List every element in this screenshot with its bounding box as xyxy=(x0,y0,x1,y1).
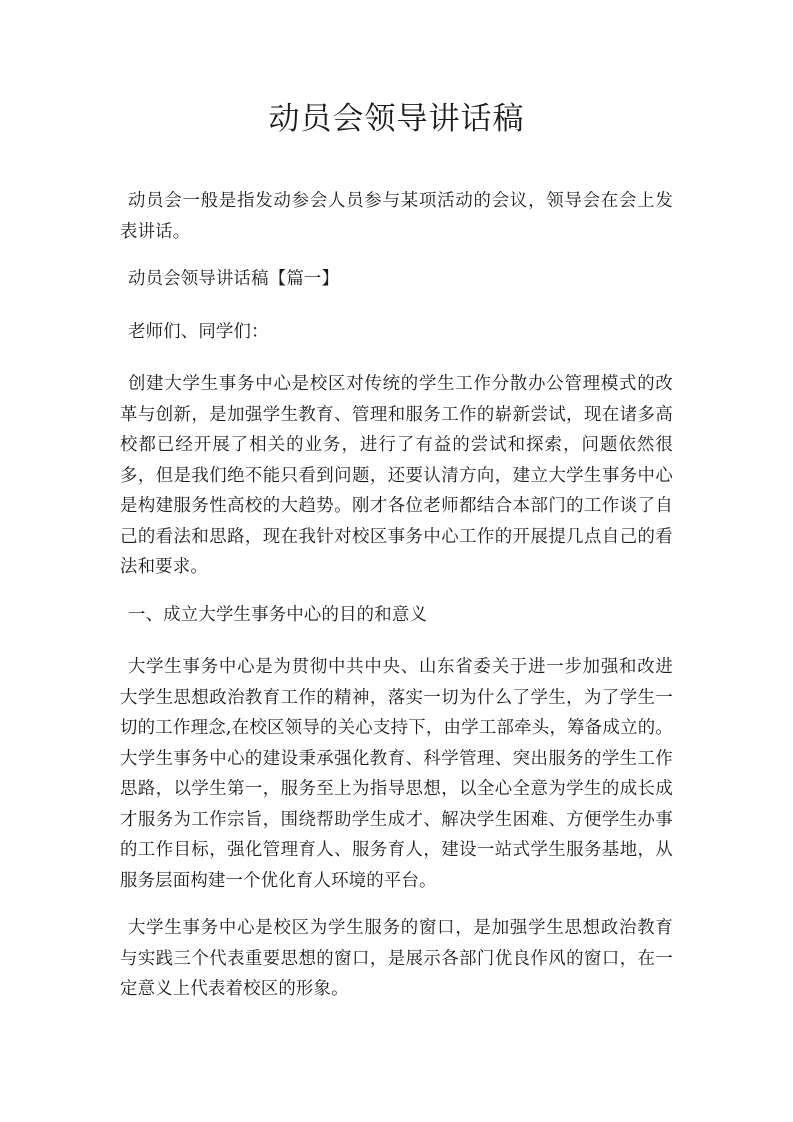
intro-paragraph: 动员会一般是指发动参会人员参与某项活动的会议，领导会在会上发表讲话。 xyxy=(120,191,673,242)
body-paragraph: 创建大学生事务中心是校区对传统的学生工作分散办公管理模式的改革与创新，是加强学生教育、管理和服务工作的崭新尝试，现在诸多高校都已经开展了相关的业务，进行了有益的尝试和探索，问题依然很多，但是我们绝不能只看到问题，还要认清方向，建立大学生事务中心是构建服务性高校的大趋势。刚才各位老师都结合本部门的工作谈了自己的看法和思路，现在我针对校区事务中心工作的开展提几点自己的看法和要求。 xyxy=(120,374,673,577)
salutation: 老师们、同学们： xyxy=(128,321,269,342)
section-heading-part-one: 动员会领导讲话稿【篇一】 xyxy=(128,269,340,289)
body-paragraph: 大学生事务中心是校区为学生服务的窗口，是加强学生思想政治教育与实践三个代表重要思想的窗口，是展示各部门优良作风的窗口，在一定意义上代表着校区的形象。 xyxy=(120,918,673,999)
section-heading-purpose: 一、成立大学生事务中心的目的和意义 xyxy=(128,604,428,625)
body-paragraph: 大学生事务中心是为贯彻中共中央、山东省委关于进一步加强和改进大学生思想政治教育工作的精神，落实一切为什么了学生，为了学生一切的工作理念,在校区领导的关心支持下，由学工部牵头，筹备成立的。大学生事务中心的建设秉承强化教育、科学管理、突出服务的学生工作思路，以学生第一，服务至上为指导思想，以全心全意为学生的成长成才服务为工作宗旨，围绕帮助学生成才、解决学生困难、方便学生办事的工作目标，强化管理育人、服务育人，建设一站式学生服务基地，从服务层面构建一个优化育人环境的平台。 xyxy=(120,657,673,891)
document-title: 动员会领导讲话稿 xyxy=(268,101,525,137)
